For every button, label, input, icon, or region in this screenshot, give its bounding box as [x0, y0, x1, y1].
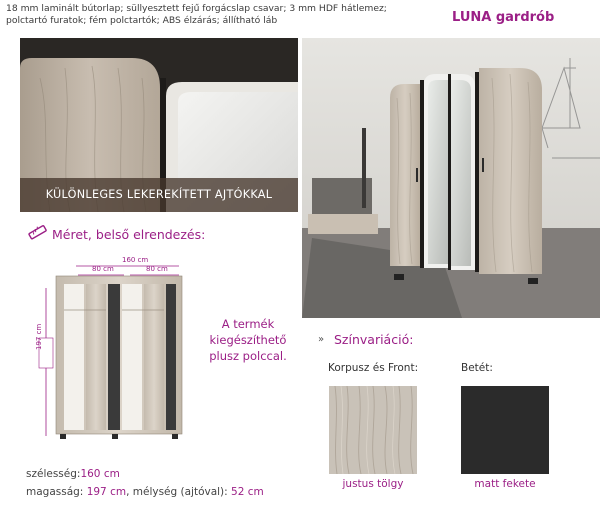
width-spec-value: 160 cm [80, 468, 120, 480]
insert-label: Betét: [461, 362, 493, 374]
total-width-label: 160 cm [122, 256, 149, 264]
matt-black-swatch [461, 386, 549, 474]
height-spec-value: 197 cm [86, 486, 127, 498]
size-section-heading: Méret, belső elrendezés: [52, 227, 206, 242]
body-front-label: Korpusz és Front: [328, 362, 419, 374]
color-section-heading: Színvariáció: [334, 332, 414, 347]
insert-color-name: matt fekete [474, 478, 536, 490]
wardrobe-dimension-drawing [34, 250, 194, 450]
justus-oak-swatch [329, 386, 417, 474]
shelf-note: A termék kiegészíthető plusz polccal. [209, 317, 287, 363]
depth-spec-value: 52 cm [231, 486, 264, 498]
product-description: 18 mm laminált bútorlap; süllyesztett fejű forgácslap csavar; 3 mm HDF hátlemez; polctartó furatok; fém polctartók; ABS élzárás; állítható láb [6, 3, 387, 26]
height-spec-label: magasság: [26, 486, 84, 498]
width-spec-label: szélesség: [26, 468, 81, 480]
right-width-label: 80 cm [146, 265, 168, 273]
left-width-label: 80 cm [92, 265, 114, 273]
height-depth-spec [26, 486, 264, 498]
wardrobe-room-photo [302, 38, 600, 318]
depth-spec-label: , mélység (ajtóval): [126, 486, 228, 498]
product-title: LUNA gardrób [452, 10, 555, 25]
width-spec [26, 468, 120, 480]
ruler-icon [28, 224, 48, 244]
feature-caption: KÜLÖNLEGES LEKEREKÍTETT AJTÓKKAL [20, 178, 298, 212]
double-chevron-right-icon: » [318, 334, 325, 345]
height-label: 197 cm [35, 323, 43, 350]
body-color-name: justus tölgy [342, 478, 404, 490]
